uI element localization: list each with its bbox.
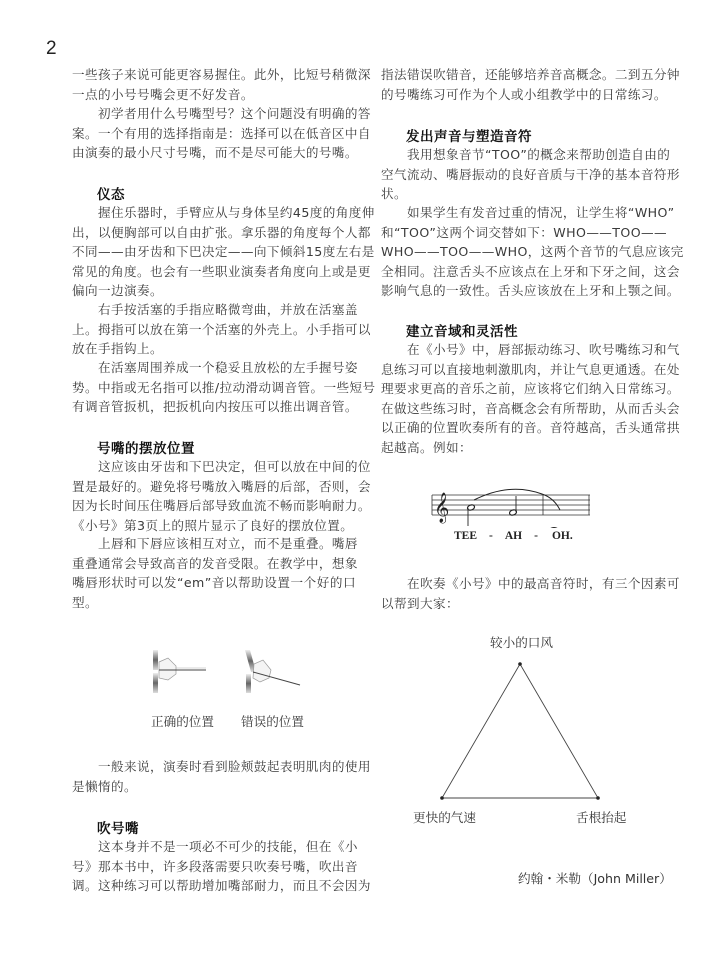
paragraph <box>72 534 356 612</box>
text-line: 握住乐器时，手臂应从与身体呈约45度的角度伸 <box>98 205 375 220</box>
text-line: 息练习可以直接地刺激肌肉，并让气息更通透。在处 <box>381 361 680 377</box>
lyric: OH. <box>551 530 573 542</box>
factors-triangle <box>430 655 610 805</box>
text-line: 因为长时间压住嘴唇后部导致血流不畅而影响耐力。 <box>72 498 371 513</box>
paragraph <box>72 757 371 796</box>
text-line: 常见的角度。也会有一些职业演奏者角度向上或是更 <box>72 263 371 279</box>
text-line: 势。中指或无名指可以推/拉动滑动调音管。一些短号 <box>72 379 376 395</box>
treble-clef-icon: 𝄞 <box>434 493 450 523</box>
triangle-label-left: 更快的气速 <box>413 810 476 825</box>
text-line: 右手按活塞的手指应略微弯曲，并放在活塞盖 <box>98 302 358 317</box>
paragraph <box>72 203 375 301</box>
lyric: - <box>534 530 538 542</box>
text-line: 一般来说，演奏时看到脸颊鼓起表明肌肉的使用 <box>98 759 371 774</box>
text-line: 的号嘴练习可作为个人或小组教学中的日常练习。 <box>381 86 667 102</box>
lyrics <box>454 530 573 542</box>
text-line: 在《小号》中，唇部振动练习、吹号嘴练习和气 <box>407 342 680 357</box>
text-line: 在吹奏《小号》中的最高音符时，有三个因素可 <box>407 576 680 591</box>
text-line: WHO——TOO——WHO，这两个音节的气息应该完 <box>381 244 684 259</box>
paragraph <box>381 340 680 457</box>
section-heading: 仪态 <box>97 187 125 203</box>
text-line: 如果学生有发音过重的情况，让学生将“WHO” <box>407 205 675 220</box>
text-line: 这本身并不是一项必不可少的技能，但在《小 <box>98 839 358 854</box>
text-line: 由演奏的最小尺寸号嘴，而不是尽可能大的号嘴。 <box>72 145 358 160</box>
text-line: 一点的小号号嘴会更不好发音。 <box>72 86 254 102</box>
section-heading: 吹号嘴 <box>97 821 139 837</box>
text-line: 出，以便胸部可以自由扩张。拿乐器的角度每个人都 <box>72 224 371 240</box>
text-line: 上唇和下唇应该相互对立，而不是重叠。嘴唇 <box>98 536 358 551</box>
text-line: 状。 <box>381 186 407 201</box>
paragraph <box>72 358 376 417</box>
paragraph <box>72 300 371 359</box>
text-line: 放在手指钩上。 <box>72 341 163 356</box>
text-line: 初学者用什么号嘴型号？这个问题没有明确的答 <box>98 106 371 121</box>
text-line: 一些孩子来说可能更容易握住。此外，比短号稍微深 <box>72 67 371 82</box>
caption-wrong-position: 错误的位置 <box>241 714 304 729</box>
text-line: 我用想象音节“TOO”的概念来帮助创造自由的 <box>407 147 671 162</box>
paragraph <box>72 837 371 896</box>
paragraph <box>72 104 371 163</box>
text-line: 有调音管扳机，把扳机向内按压可以推出调音管。 <box>72 399 358 414</box>
text-line: 调。这种练习可以帮助增加嘴部耐力，而且不会因为 <box>72 878 371 893</box>
mouthpiece-illustration <box>150 648 310 700</box>
text-line: 全相同。注意舌头不应该点在上牙和下牙之间，这会 <box>381 263 680 279</box>
music-staff <box>430 488 590 528</box>
paragraph <box>72 457 371 535</box>
paragraph <box>381 203 684 301</box>
text-line: 是懒惰的。 <box>72 778 137 794</box>
paragraph <box>381 145 680 204</box>
text-line: 上。拇指可以放在第一个活塞的外壳上。小手指可以 <box>72 321 371 337</box>
text-line: 和“TOO”这两个词交替如下：WHO——TOO—— <box>381 224 668 240</box>
text-line: 以正确的位置吹奏所有的音。音符越高，舌头通常拱 <box>381 420 680 435</box>
paragraph <box>381 65 680 104</box>
paragraph <box>72 65 371 104</box>
section-heading: 号嘴的摆放位置 <box>97 441 195 457</box>
text-line: 案。一个有用的选择指南是：选择可以在低音区中自 <box>72 125 371 141</box>
text-line: 指法错误吹错音，还能够培养音高概念。二到五分钟 <box>381 67 680 82</box>
section-heading: 发出声音与塑造音符 <box>406 129 532 145</box>
text-line: 这应该由牙齿和下巴决定，但可以放在中间的位 <box>98 459 371 474</box>
correct-position-image <box>153 650 206 693</box>
wrong-position-image <box>245 650 300 693</box>
text-line: 不同——由牙齿和下巴决定——向下倾斜15度左右是 <box>72 244 375 259</box>
text-line: 型。 <box>72 594 98 610</box>
text-line: 起越高。例如： <box>381 439 472 455</box>
author: 约翰・米勒（John Miller） <box>518 871 672 886</box>
text-line: 理要求更高的音乐之前，应该将它们纳入日常练习。 <box>381 381 680 396</box>
text-line: 空气流动、嘴唇振动的良好音质与干净的基本音符形 <box>381 166 680 182</box>
text-line: 影响气息的一致性。舌头应该放在上牙和上颚之间。 <box>381 283 680 298</box>
lyric: AH <box>504 530 523 542</box>
triangle-label-right: 舌根抬起 <box>576 810 627 825</box>
text-line: 在活塞周围养成一个稳妥且放松的左手握号姿 <box>98 360 358 375</box>
triangle-label-top: 较小的口风 <box>490 635 553 650</box>
text-line: 嘴唇形状时可以发“em”音以帮助设置一个好的口 <box>72 575 356 590</box>
lyric: TEE <box>454 530 478 542</box>
text-line: 置是最好的。避免将号嘴放入嘴唇的后部，否则，会 <box>72 478 371 494</box>
caption-correct-position: 正确的位置 <box>151 714 214 729</box>
text-line: 偏向一边演奏。 <box>72 283 163 298</box>
paragraph <box>381 574 680 613</box>
section-heading: 建立音域和灵活性 <box>406 324 518 340</box>
text-line: 号》那本书中，许多段落需要只吹奏号嘴，吹出音 <box>72 858 358 874</box>
text-line: 《小号》第3页上的照片显示了良好的摆放位置。 <box>72 517 354 533</box>
text-line: 以帮到大家： <box>381 595 459 611</box>
text-line: 重叠通常会导致高音的发音受限。在教学中，想象 <box>72 555 358 571</box>
text-line: 在做这些练习时，音高概念会有所帮助，从而舌头会 <box>381 400 680 416</box>
lyric: - <box>489 530 493 542</box>
page-number: 2 <box>46 38 57 59</box>
